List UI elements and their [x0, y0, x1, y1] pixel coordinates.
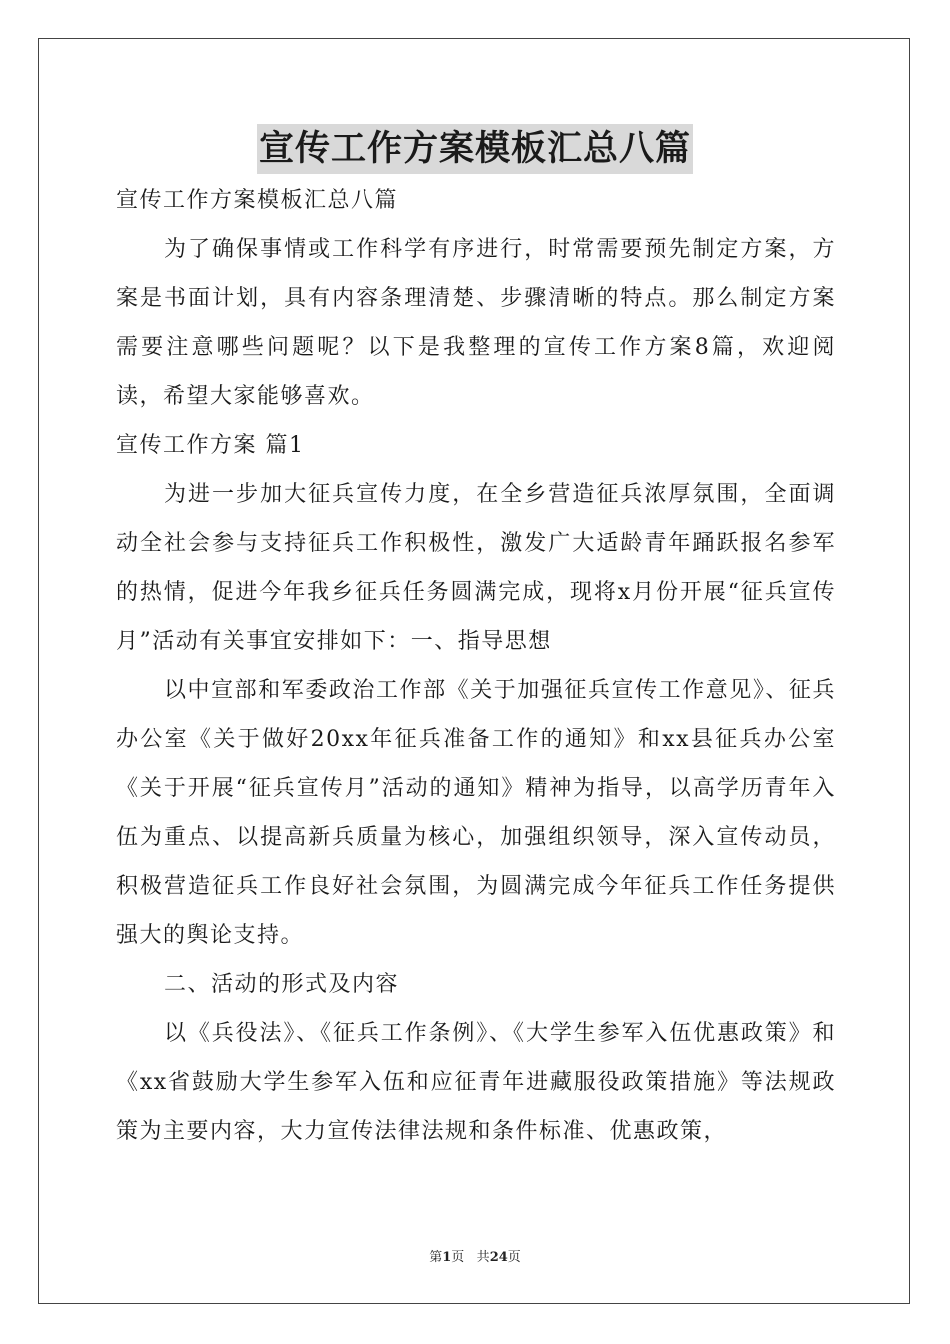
- page-suffix: 页: [451, 1250, 465, 1265]
- paragraph-1: 为进一步加大征兵宣传力度，在全乡营造征兵浓厚氛围，全面调动全社会参与支持征兵工作积极性，激发广大适龄青年踊跃报名参军的热情，促进今年我乡征兵任务圆满完成，现将x月份开展“征兵宣传月”活动有关事宜安排如下：一、指导思想: [116, 482, 836, 654]
- page-prefix: 第: [429, 1250, 443, 1265]
- page-footer: [0, 1246, 950, 1265]
- document-body: [116, 176, 836, 1156]
- paragraph-intro: 为了确保事情或工作科学有序进行，时常需要预先制定方案，方案是书面计划，具有内容条理清楚、步骤清晰的特点。那么制定方案需要注意哪些问题呢？以下是我整理的宣传工作方案8篇，欢迎阅读，希望大家能够喜欢。: [116, 237, 836, 409]
- subsection-heading-2: 二、活动的形式及内容: [164, 972, 400, 997]
- paragraph-3: 以《兵役法》、《征兵工作条例》、《大学生参军入伍优惠政策》和《xx省鼓励大学生参军入伍和应征青年进藏服役政策措施》等法规政策为主要内容，大力宣传法律法规和条件标准、优惠政策，: [116, 1021, 836, 1144]
- total-suffix: 页: [507, 1250, 521, 1265]
- paragraph-2: 以中宣部和军委政治工作部《关于加强征兵宣传工作意见》、征兵办公室《关于做好20xx年征兵准备工作的通知》和xx县征兵办公室《关于开展“征兵宣传月”活动的通知》精神为指导，以高学历青年入伍为重点、以提高新兵质量为核心，加强组织领导，深入宣传动员，积极营造征兵工作良好社会氛围，为圆满完成今年征兵工作任务提供强大的舆论支持。: [116, 678, 836, 948]
- title-container: [0, 124, 950, 174]
- page-number: 1: [442, 1250, 452, 1265]
- document-title: 宣传工作方案模板汇总八篇: [257, 124, 693, 174]
- total-prefix: 共: [476, 1250, 490, 1265]
- paragraph-subtitle: 宣传工作方案模板汇总八篇: [116, 188, 399, 213]
- section-heading-1: 宣传工作方案 篇1: [116, 433, 305, 458]
- total-pages: 24: [489, 1250, 508, 1265]
